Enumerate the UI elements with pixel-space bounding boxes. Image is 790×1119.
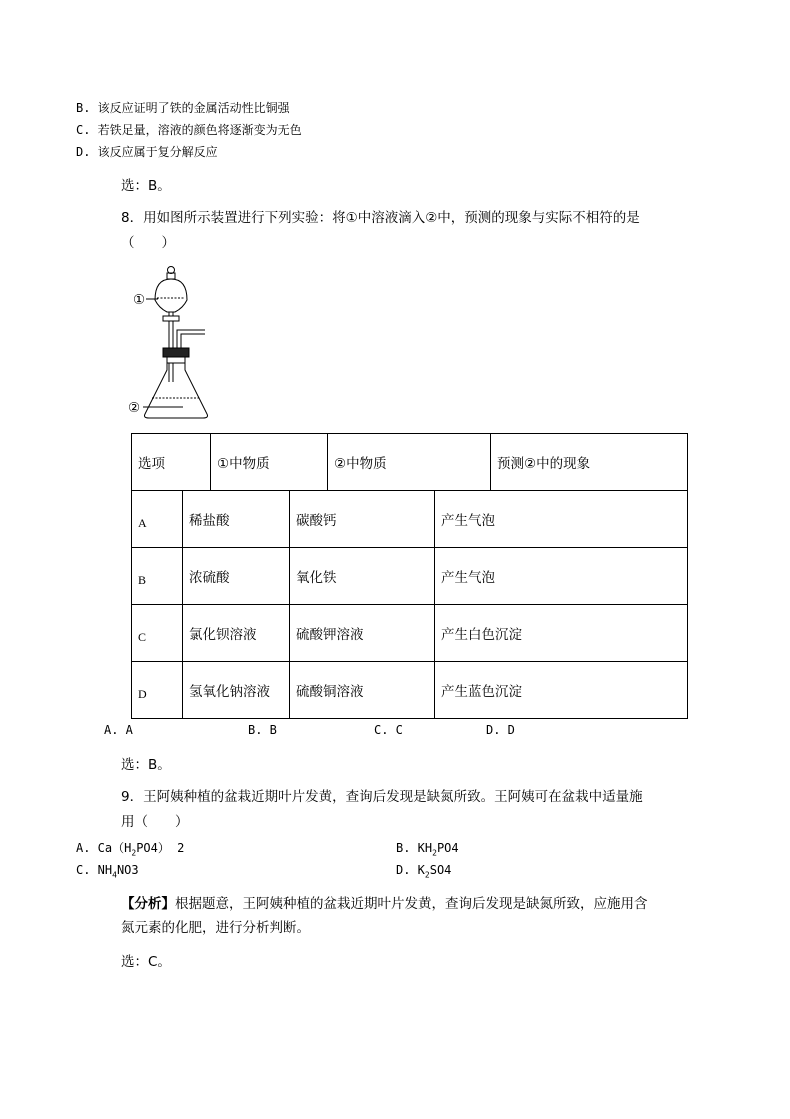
- q9-answer: 选：C。: [121, 954, 171, 970]
- table-row: [132, 662, 688, 719]
- q8-choice-c: C. C: [374, 723, 403, 737]
- conical-flask: [145, 363, 208, 418]
- q8-table: [131, 433, 688, 491]
- cell: 产生气泡: [435, 491, 688, 548]
- cell: 产生白色沉淀: [435, 605, 688, 662]
- q9-stem-line1: 9．王阿姨种植的盆栽近期叶片发黄，查询后发现是缺氮所致。王阿姨可在盆栽中适量施: [121, 789, 643, 805]
- q8-stem: 8．用如图所示装置进行下列实验：将①中溶液滴入②中，预测的现象与实际不相符的是: [121, 210, 640, 226]
- text: C. NH: [76, 863, 113, 877]
- cell: 稀盐酸: [183, 491, 290, 548]
- leader-line-2: [143, 405, 183, 409]
- row-letter: B: [138, 573, 147, 587]
- label-2: ②: [128, 400, 141, 416]
- stopcock: [163, 316, 179, 321]
- q8-choice-b: B. B: [248, 723, 277, 737]
- cell: 产生气泡: [435, 548, 688, 605]
- cell: 氧化铁: [290, 548, 435, 605]
- header-substance-2: ②中物质: [328, 434, 491, 491]
- text: A. Ca（H: [76, 841, 132, 855]
- q8-choice-a: A. A: [104, 723, 133, 737]
- q8-answer: 选：B。: [121, 757, 171, 773]
- subscript: 2: [424, 870, 430, 880]
- q8-table-body: [131, 490, 688, 719]
- cell: 氢氧化钠溶液: [183, 662, 290, 719]
- table-row: [132, 605, 688, 662]
- text: B. KH: [396, 841, 433, 855]
- q7-option-b: B. 该反应证明了铁的金属活动性比铜强: [76, 101, 290, 115]
- q7-answer: 选：B。: [121, 178, 171, 194]
- q9-stem-line2: 用（ ）: [121, 814, 189, 830]
- subscript: 2: [432, 848, 437, 858]
- funnel-stopper: [168, 267, 175, 274]
- q8-choice-d: D. D: [486, 723, 515, 737]
- text: D. K: [396, 863, 425, 877]
- cell: 硫酸钾溶液: [290, 605, 435, 662]
- q8-paren: （ ）: [121, 235, 175, 251]
- table-header-row: [132, 434, 688, 491]
- cell: 碳酸钙: [290, 491, 435, 548]
- cell: 硫酸铜溶液: [290, 662, 435, 719]
- text: PO4: [436, 841, 459, 855]
- rubber-stopper: [163, 348, 189, 357]
- label-1: ①: [133, 292, 146, 308]
- cell: 产生蓝色沉淀: [435, 662, 688, 719]
- header-substance-1: ①中物质: [211, 434, 328, 491]
- q9-option-b: [396, 840, 459, 861]
- separatory-funnel: [155, 279, 187, 312]
- text: PO4） 2: [136, 841, 185, 855]
- row-letter: C: [138, 630, 147, 644]
- analysis-text: 根据题意，王阿姨种植的盆栽近期叶片发黄，查询后发现是缺氮所致，应施用含: [175, 896, 648, 912]
- table-row: [132, 491, 688, 548]
- subscript: 4: [112, 870, 117, 880]
- subscript: 2: [131, 848, 137, 858]
- header-phenomenon: 预测②中的现象: [491, 434, 688, 491]
- text: SO4: [429, 863, 452, 877]
- analysis-tag: 【分析】: [121, 896, 175, 912]
- q9-analysis-line2: 氮元素的化肥，进行分析判断。: [121, 920, 310, 936]
- header-option: 选项: [132, 434, 211, 491]
- q9-analysis-line1: [121, 895, 648, 913]
- text: NO3: [116, 863, 139, 877]
- cell: 氯化钡溶液: [183, 605, 290, 662]
- q9-option-d: [396, 862, 451, 883]
- row-letter: A: [138, 516, 147, 530]
- leader-line-1: [146, 297, 158, 301]
- q9-option-c: [76, 862, 139, 883]
- q7-option-d: D. 该反应属于复分解反应: [76, 145, 218, 159]
- cell: 浓硫酸: [183, 548, 290, 605]
- row-letter: D: [138, 687, 147, 701]
- q9-option-a: [76, 840, 184, 861]
- q7-option-c: C. 若铁足量，溶液的颜色将逐渐变为无色: [76, 123, 302, 137]
- table-row: [132, 548, 688, 605]
